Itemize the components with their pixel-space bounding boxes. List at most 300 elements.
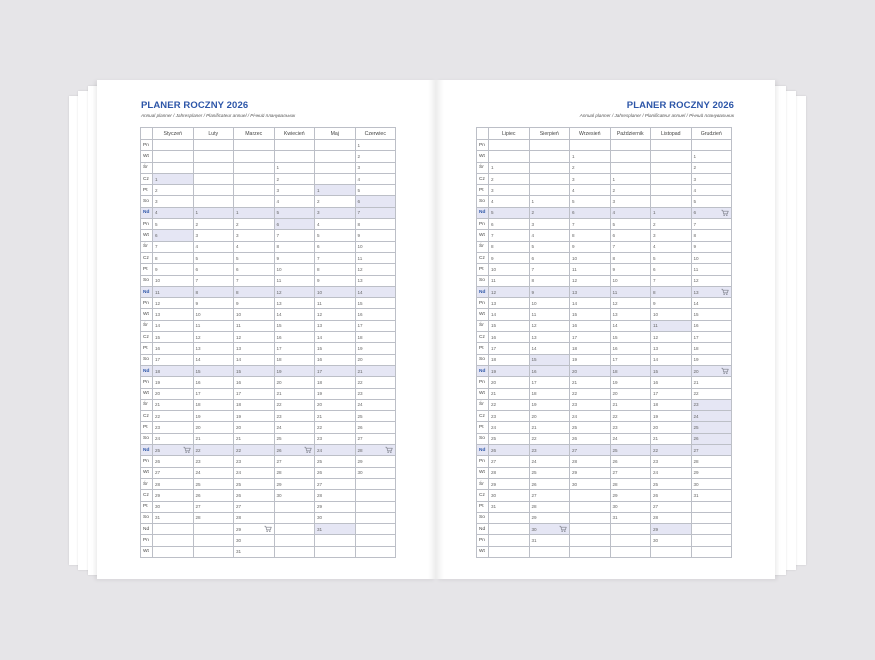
day-cell[interactable] [274, 140, 315, 151]
day-cell[interactable] [570, 309, 611, 320]
day-cell[interactable] [315, 445, 356, 456]
day-cell[interactable] [610, 264, 651, 275]
day-cell[interactable] [234, 332, 275, 343]
day-cell[interactable] [651, 151, 692, 162]
day-cell[interactable] [234, 445, 275, 456]
day-cell[interactable] [651, 140, 692, 151]
day-cell[interactable] [489, 524, 530, 535]
day-cell[interactable] [651, 512, 692, 523]
day-cell[interactable] [153, 399, 194, 410]
day-cell[interactable] [691, 399, 732, 410]
day-cell[interactable] [153, 343, 194, 354]
day-cell[interactable] [153, 546, 194, 557]
day-cell[interactable] [315, 140, 356, 151]
day-cell[interactable] [610, 151, 651, 162]
day-cell[interactable] [610, 230, 651, 241]
day-cell[interactable] [153, 320, 194, 331]
day-cell[interactable] [274, 241, 315, 252]
day-cell[interactable] [691, 512, 732, 523]
day-cell[interactable] [570, 252, 611, 263]
day-cell[interactable] [153, 140, 194, 151]
day-cell[interactable] [489, 399, 530, 410]
day-cell[interactable] [355, 388, 396, 399]
day-cell[interactable] [691, 490, 732, 501]
day-cell[interactable] [274, 399, 315, 410]
day-cell[interactable] [234, 478, 275, 489]
day-cell[interactable] [234, 546, 275, 557]
day-cell[interactable] [691, 354, 732, 365]
day-cell[interactable] [610, 309, 651, 320]
day-cell[interactable] [570, 219, 611, 230]
day-cell[interactable] [610, 456, 651, 467]
day-cell[interactable] [691, 207, 732, 218]
day-cell[interactable] [274, 332, 315, 343]
day-cell[interactable] [234, 501, 275, 512]
day-cell[interactable] [529, 309, 570, 320]
day-cell[interactable] [489, 354, 530, 365]
day-cell[interactable] [355, 524, 396, 535]
day-cell[interactable] [315, 365, 356, 376]
day-cell[interactable] [153, 467, 194, 478]
day-cell[interactable] [274, 219, 315, 230]
day-cell[interactable] [315, 173, 356, 184]
day-cell[interactable] [489, 241, 530, 252]
day-cell[interactable] [153, 264, 194, 275]
day-cell[interactable] [315, 162, 356, 173]
day-cell[interactable] [193, 354, 234, 365]
day-cell[interactable] [529, 433, 570, 444]
day-cell[interactable] [193, 546, 234, 557]
day-cell[interactable] [651, 478, 692, 489]
day-cell[interactable] [529, 275, 570, 286]
day-cell[interactable] [193, 399, 234, 410]
day-cell[interactable] [529, 388, 570, 399]
day-cell[interactable] [651, 241, 692, 252]
day-cell[interactable] [489, 252, 530, 263]
day-cell[interactable] [691, 196, 732, 207]
day-cell[interactable] [193, 422, 234, 433]
day-cell[interactable] [610, 275, 651, 286]
day-cell[interactable] [315, 309, 356, 320]
day-cell[interactable] [355, 354, 396, 365]
day-cell[interactable] [691, 230, 732, 241]
day-cell[interactable] [153, 275, 194, 286]
day-cell[interactable] [529, 196, 570, 207]
day-cell[interactable] [315, 388, 356, 399]
day-cell[interactable] [529, 456, 570, 467]
day-cell[interactable] [691, 411, 732, 422]
day-cell[interactable] [153, 196, 194, 207]
day-cell[interactable] [691, 162, 732, 173]
day-cell[interactable] [691, 456, 732, 467]
day-cell[interactable] [610, 512, 651, 523]
day-cell[interactable] [529, 467, 570, 478]
day-cell[interactable] [315, 512, 356, 523]
day-cell[interactable] [234, 512, 275, 523]
day-cell[interactable] [274, 252, 315, 263]
day-cell[interactable] [193, 365, 234, 376]
day-cell[interactable] [315, 501, 356, 512]
day-cell[interactable] [610, 354, 651, 365]
day-cell[interactable] [489, 264, 530, 275]
day-cell[interactable] [193, 275, 234, 286]
day-cell[interactable] [193, 433, 234, 444]
day-cell[interactable] [570, 377, 611, 388]
day-cell[interactable] [489, 309, 530, 320]
day-cell[interactable] [570, 524, 611, 535]
day-cell[interactable] [651, 185, 692, 196]
day-cell[interactable] [193, 162, 234, 173]
day-cell[interactable] [193, 512, 234, 523]
day-cell[interactable] [610, 173, 651, 184]
day-cell[interactable] [234, 219, 275, 230]
day-cell[interactable] [570, 422, 611, 433]
day-cell[interactable] [651, 298, 692, 309]
day-cell[interactable] [691, 445, 732, 456]
day-cell[interactable] [691, 320, 732, 331]
day-cell[interactable] [489, 196, 530, 207]
day-cell[interactable] [193, 388, 234, 399]
day-cell[interactable] [610, 377, 651, 388]
day-cell[interactable] [355, 173, 396, 184]
day-cell[interactable] [691, 332, 732, 343]
day-cell[interactable] [489, 185, 530, 196]
day-cell[interactable] [610, 490, 651, 501]
day-cell[interactable] [274, 320, 315, 331]
day-cell[interactable] [651, 433, 692, 444]
day-cell[interactable] [153, 388, 194, 399]
day-cell[interactable] [610, 343, 651, 354]
day-cell[interactable] [691, 388, 732, 399]
day-cell[interactable] [315, 399, 356, 410]
day-cell[interactable] [274, 365, 315, 376]
day-cell[interactable] [355, 241, 396, 252]
day-cell[interactable] [355, 467, 396, 478]
day-cell[interactable] [651, 411, 692, 422]
day-cell[interactable] [489, 501, 530, 512]
day-cell[interactable] [153, 185, 194, 196]
day-cell[interactable] [193, 151, 234, 162]
day-cell[interactable] [570, 286, 611, 297]
day-cell[interactable] [193, 332, 234, 343]
day-cell[interactable] [274, 546, 315, 557]
day-cell[interactable] [651, 445, 692, 456]
day-cell[interactable] [234, 343, 275, 354]
day-cell[interactable] [315, 264, 356, 275]
day-cell[interactable] [234, 399, 275, 410]
day-cell[interactable] [610, 252, 651, 263]
day-cell[interactable] [651, 264, 692, 275]
day-cell[interactable] [651, 388, 692, 399]
day-cell[interactable] [234, 320, 275, 331]
day-cell[interactable] [315, 275, 356, 286]
day-cell[interactable] [355, 286, 396, 297]
day-cell[interactable] [355, 546, 396, 557]
day-cell[interactable] [489, 467, 530, 478]
day-cell[interactable] [193, 264, 234, 275]
day-cell[interactable] [355, 411, 396, 422]
day-cell[interactable] [529, 252, 570, 263]
day-cell[interactable] [691, 185, 732, 196]
day-cell[interactable] [570, 320, 611, 331]
day-cell[interactable] [610, 286, 651, 297]
day-cell[interactable] [355, 320, 396, 331]
day-cell[interactable] [234, 230, 275, 241]
day-cell[interactable] [355, 445, 396, 456]
day-cell[interactable] [315, 219, 356, 230]
day-cell[interactable] [570, 343, 611, 354]
day-cell[interactable] [489, 445, 530, 456]
day-cell[interactable] [651, 173, 692, 184]
day-cell[interactable] [570, 433, 611, 444]
day-cell[interactable] [315, 230, 356, 241]
day-cell[interactable] [570, 264, 611, 275]
day-cell[interactable] [691, 286, 732, 297]
day-cell[interactable] [610, 185, 651, 196]
day-cell[interactable] [234, 207, 275, 218]
day-cell[interactable] [570, 207, 611, 218]
day-cell[interactable] [691, 343, 732, 354]
day-cell[interactable] [355, 478, 396, 489]
day-cell[interactable] [489, 320, 530, 331]
day-cell[interactable] [274, 388, 315, 399]
day-cell[interactable] [193, 343, 234, 354]
day-cell[interactable] [529, 140, 570, 151]
day-cell[interactable] [355, 422, 396, 433]
day-cell[interactable] [193, 196, 234, 207]
day-cell[interactable] [274, 445, 315, 456]
day-cell[interactable] [610, 388, 651, 399]
day-cell[interactable] [153, 298, 194, 309]
day-cell[interactable] [193, 320, 234, 331]
day-cell[interactable] [274, 535, 315, 546]
day-cell[interactable] [274, 467, 315, 478]
day-cell[interactable] [274, 478, 315, 489]
day-cell[interactable] [274, 354, 315, 365]
day-cell[interactable] [489, 275, 530, 286]
day-cell[interactable] [691, 219, 732, 230]
day-cell[interactable] [193, 377, 234, 388]
day-cell[interactable] [355, 399, 396, 410]
day-cell[interactable] [570, 275, 611, 286]
day-cell[interactable] [529, 501, 570, 512]
day-cell[interactable] [489, 219, 530, 230]
day-cell[interactable] [193, 467, 234, 478]
day-cell[interactable] [234, 433, 275, 444]
day-cell[interactable] [529, 365, 570, 376]
day-cell[interactable] [355, 490, 396, 501]
day-cell[interactable] [570, 411, 611, 422]
day-cell[interactable] [651, 207, 692, 218]
day-cell[interactable] [610, 478, 651, 489]
day-cell[interactable] [234, 365, 275, 376]
day-cell[interactable] [274, 411, 315, 422]
day-cell[interactable] [489, 411, 530, 422]
day-cell[interactable] [610, 445, 651, 456]
day-cell[interactable] [610, 501, 651, 512]
day-cell[interactable] [610, 219, 651, 230]
day-cell[interactable] [489, 512, 530, 523]
day-cell[interactable] [651, 535, 692, 546]
day-cell[interactable] [529, 207, 570, 218]
day-cell[interactable] [610, 332, 651, 343]
day-cell[interactable] [153, 456, 194, 467]
day-cell[interactable] [234, 524, 275, 535]
day-cell[interactable] [691, 151, 732, 162]
day-cell[interactable] [529, 399, 570, 410]
day-cell[interactable] [274, 173, 315, 184]
day-cell[interactable] [610, 524, 651, 535]
day-cell[interactable] [610, 140, 651, 151]
day-cell[interactable] [234, 264, 275, 275]
day-cell[interactable] [489, 332, 530, 343]
day-cell[interactable] [315, 207, 356, 218]
day-cell[interactable] [193, 173, 234, 184]
day-cell[interactable] [153, 377, 194, 388]
day-cell[interactable] [234, 173, 275, 184]
day-cell[interactable] [570, 478, 611, 489]
day-cell[interactable] [193, 501, 234, 512]
day-cell[interactable] [489, 173, 530, 184]
day-cell[interactable] [489, 478, 530, 489]
day-cell[interactable] [570, 173, 611, 184]
day-cell[interactable] [234, 140, 275, 151]
day-cell[interactable] [193, 445, 234, 456]
day-cell[interactable] [153, 501, 194, 512]
day-cell[interactable] [529, 490, 570, 501]
day-cell[interactable] [355, 535, 396, 546]
day-cell[interactable] [355, 365, 396, 376]
day-cell[interactable] [691, 422, 732, 433]
day-cell[interactable] [651, 354, 692, 365]
day-cell[interactable] [651, 422, 692, 433]
day-cell[interactable] [274, 230, 315, 241]
day-cell[interactable] [529, 298, 570, 309]
day-cell[interactable] [355, 343, 396, 354]
day-cell[interactable] [691, 252, 732, 263]
day-cell[interactable] [355, 185, 396, 196]
day-cell[interactable] [489, 365, 530, 376]
day-cell[interactable] [234, 151, 275, 162]
day-cell[interactable] [315, 151, 356, 162]
day-cell[interactable] [315, 343, 356, 354]
day-cell[interactable] [529, 354, 570, 365]
day-cell[interactable] [315, 490, 356, 501]
day-cell[interactable] [570, 512, 611, 523]
day-cell[interactable] [529, 332, 570, 343]
day-cell[interactable] [234, 252, 275, 263]
day-cell[interactable] [234, 298, 275, 309]
day-cell[interactable] [570, 399, 611, 410]
day-cell[interactable] [274, 501, 315, 512]
day-cell[interactable] [193, 140, 234, 151]
day-cell[interactable] [691, 433, 732, 444]
day-cell[interactable] [610, 241, 651, 252]
day-cell[interactable] [153, 286, 194, 297]
day-cell[interactable] [610, 546, 651, 557]
day-cell[interactable] [570, 456, 611, 467]
day-cell[interactable] [489, 162, 530, 173]
day-cell[interactable] [355, 332, 396, 343]
day-cell[interactable] [570, 241, 611, 252]
day-cell[interactable] [274, 264, 315, 275]
day-cell[interactable] [153, 230, 194, 241]
day-cell[interactable] [691, 377, 732, 388]
day-cell[interactable] [570, 467, 611, 478]
day-cell[interactable] [529, 535, 570, 546]
day-cell[interactable] [193, 219, 234, 230]
day-cell[interactable] [489, 535, 530, 546]
day-cell[interactable] [610, 433, 651, 444]
day-cell[interactable] [610, 298, 651, 309]
day-cell[interactable] [274, 377, 315, 388]
day-cell[interactable] [610, 196, 651, 207]
day-cell[interactable] [691, 264, 732, 275]
day-cell[interactable] [529, 377, 570, 388]
day-cell[interactable] [570, 354, 611, 365]
day-cell[interactable] [315, 354, 356, 365]
day-cell[interactable] [610, 422, 651, 433]
day-cell[interactable] [651, 343, 692, 354]
day-cell[interactable] [489, 433, 530, 444]
day-cell[interactable] [651, 546, 692, 557]
day-cell[interactable] [274, 422, 315, 433]
day-cell[interactable] [153, 478, 194, 489]
day-cell[interactable] [489, 546, 530, 557]
day-cell[interactable] [651, 286, 692, 297]
day-cell[interactable] [274, 286, 315, 297]
day-cell[interactable] [529, 512, 570, 523]
day-cell[interactable] [153, 354, 194, 365]
day-cell[interactable] [315, 535, 356, 546]
day-cell[interactable] [651, 377, 692, 388]
day-cell[interactable] [691, 140, 732, 151]
day-cell[interactable] [193, 286, 234, 297]
day-cell[interactable] [274, 343, 315, 354]
day-cell[interactable] [234, 354, 275, 365]
day-cell[interactable] [529, 151, 570, 162]
day-cell[interactable] [153, 151, 194, 162]
day-cell[interactable] [274, 309, 315, 320]
day-cell[interactable] [610, 467, 651, 478]
day-cell[interactable] [153, 490, 194, 501]
day-cell[interactable] [691, 535, 732, 546]
day-cell[interactable] [610, 162, 651, 173]
day-cell[interactable] [355, 140, 396, 151]
day-cell[interactable] [234, 286, 275, 297]
day-cell[interactable] [193, 298, 234, 309]
day-cell[interactable] [193, 524, 234, 535]
day-cell[interactable] [153, 411, 194, 422]
day-cell[interactable] [610, 320, 651, 331]
day-cell[interactable] [489, 298, 530, 309]
day-cell[interactable] [234, 196, 275, 207]
day-cell[interactable] [691, 546, 732, 557]
day-cell[interactable] [489, 490, 530, 501]
day-cell[interactable] [193, 309, 234, 320]
day-cell[interactable] [570, 535, 611, 546]
day-cell[interactable] [570, 490, 611, 501]
day-cell[interactable] [315, 252, 356, 263]
day-cell[interactable] [234, 185, 275, 196]
day-cell[interactable] [315, 524, 356, 535]
day-cell[interactable] [274, 196, 315, 207]
day-cell[interactable] [570, 388, 611, 399]
day-cell[interactable] [651, 275, 692, 286]
day-cell[interactable] [651, 490, 692, 501]
day-cell[interactable] [691, 365, 732, 376]
day-cell[interactable] [153, 207, 194, 218]
